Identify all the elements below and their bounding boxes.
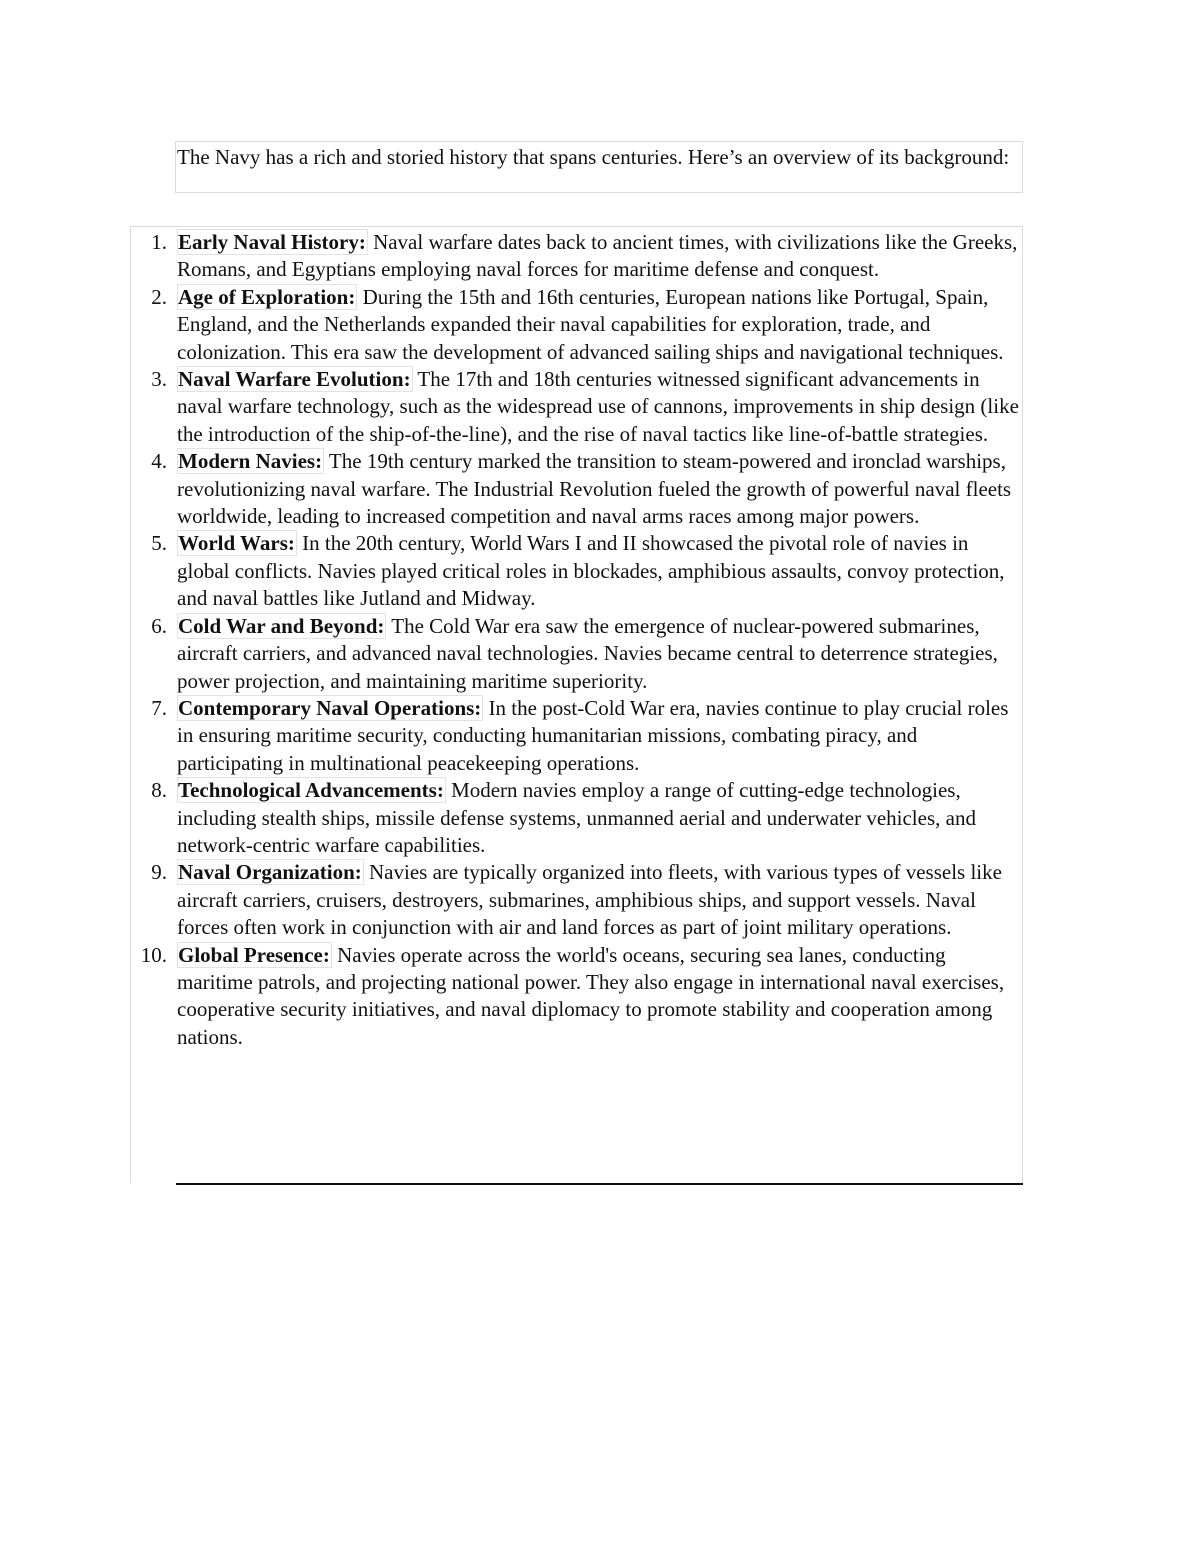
list-item [131,229,1022,284]
list-item-number: 7. [151,695,167,720]
list-item [131,448,1022,530]
list-item-term: Cold War and Beyond: [178,613,385,638]
list-item-text: Navies operate across the world's oceans, securing sea lanes, conducting maritime patrols, and projecting national power. They also engage in international naval exercises, cooperative security initiatives, and naval diplomacy to promote stability and cooperation among nations. [177,942,1005,1049]
list-item [131,859,1022,941]
list-item-term: Early Naval History: [178,230,366,254]
list-item-term: Contemporary Naval Operations: [178,695,482,720]
list-item-number: 5. [151,531,167,556]
list-item [131,613,1022,695]
list-item [131,695,1022,777]
list-item-term: Naval Warfare Evolution: [178,367,411,392]
history-list-container [130,226,1023,1183]
list-item-term: Age of Exploration: [178,284,356,309]
list-item-text: In the post-Cold War era, navies continue to play crucial roles in ensuring maritime security, conducting humanitarian missions, combating piracy, and participating in multinational peacekeeping operations. [177,695,1009,775]
list-item-number: 1. [151,230,167,254]
list-item [131,777,1022,859]
list-item-number: 9. [151,860,167,885]
list-item [131,284,1022,366]
list-item [131,530,1022,612]
list-item-text: Naval warfare dates back to ancient times, with civilizations like the Greeks, Romans, and Egyptians employing naval forces for maritime defense and conquest. [177,230,1018,282]
list-item-term: Global Presence: [178,942,330,967]
list-item-number: 4. [151,449,167,474]
list-item-text: Modern navies employ a range of cutting-edge technologies, including stealth ships, missile defense systems, unmanned aerial and underwater vehicles, and network-centric warfare capabilities. [177,778,976,857]
list-item-term: Naval Organization: [178,860,362,885]
list-item-text: The Cold War era saw the emergence of nuclear-powered submarines, aircraft carriers, and advanced naval technologies. Navies became central to deterrence strategies, power projection, and maintaining maritime superiority. [177,613,998,693]
list-item-number: 3. [151,367,167,392]
list-item-number: 6. [151,613,167,638]
history-list [131,227,1022,1051]
list-item [131,366,1022,448]
intro-paragraph [175,141,1023,193]
list-item-term: Technological Advancements: [178,778,444,803]
list-item-text: During the 15th and 16th centuries, European nations like Portugal, Spain, England, and the Netherlands expanded their naval capabilities for exploration, trade, and colonization. This era saw the development of advanced sailing ships and navigational techniques. [177,284,1004,364]
list-item-term: Modern Navies: [178,449,323,474]
list-item-text: The 19th century marked the transition to steam-powered and ironclad warships, revolutionizing naval warfare. The Industrial Revolution fueled the growth of powerful naval fleets worldwide, leading to increased competition and naval arms races among major powers. [177,449,1012,529]
list-item-number: 2. [151,284,167,309]
list-item-text: In the 20th century, World Wars I and II showcased the pivotal role of navies in global conflicts. Navies played critical roles in blockades, amphibious assaults, convoy protection, and naval battles like Jutland and Midway. [177,531,1005,611]
list-item-term: World Wars: [178,531,295,556]
list-item-number: 8. [151,778,167,803]
list-item-text: The 17th and 18th centuries witnessed significant advancements in naval warfare technology, such as the widespread use of cannons, improvements in ship design (like the introduction of the ship-of-the-line), and the rise of naval tactics like line-of-battle strategies. [177,367,1019,446]
list-item [131,942,1022,1052]
list-item-number: 10. [140,942,167,967]
list-item-text: Navies are typically organized into fleets, with various types of vessels like aircraft carriers, cruisers, destroyers, submarines, amphibious ships, and support vessels. Naval forces often work in conjunction with air and land forces as part of joint military operations. [177,860,1002,940]
intro-text: The Navy has a rich and storied history that spans centuries. Here’s an overview of its background: [177,145,1010,169]
